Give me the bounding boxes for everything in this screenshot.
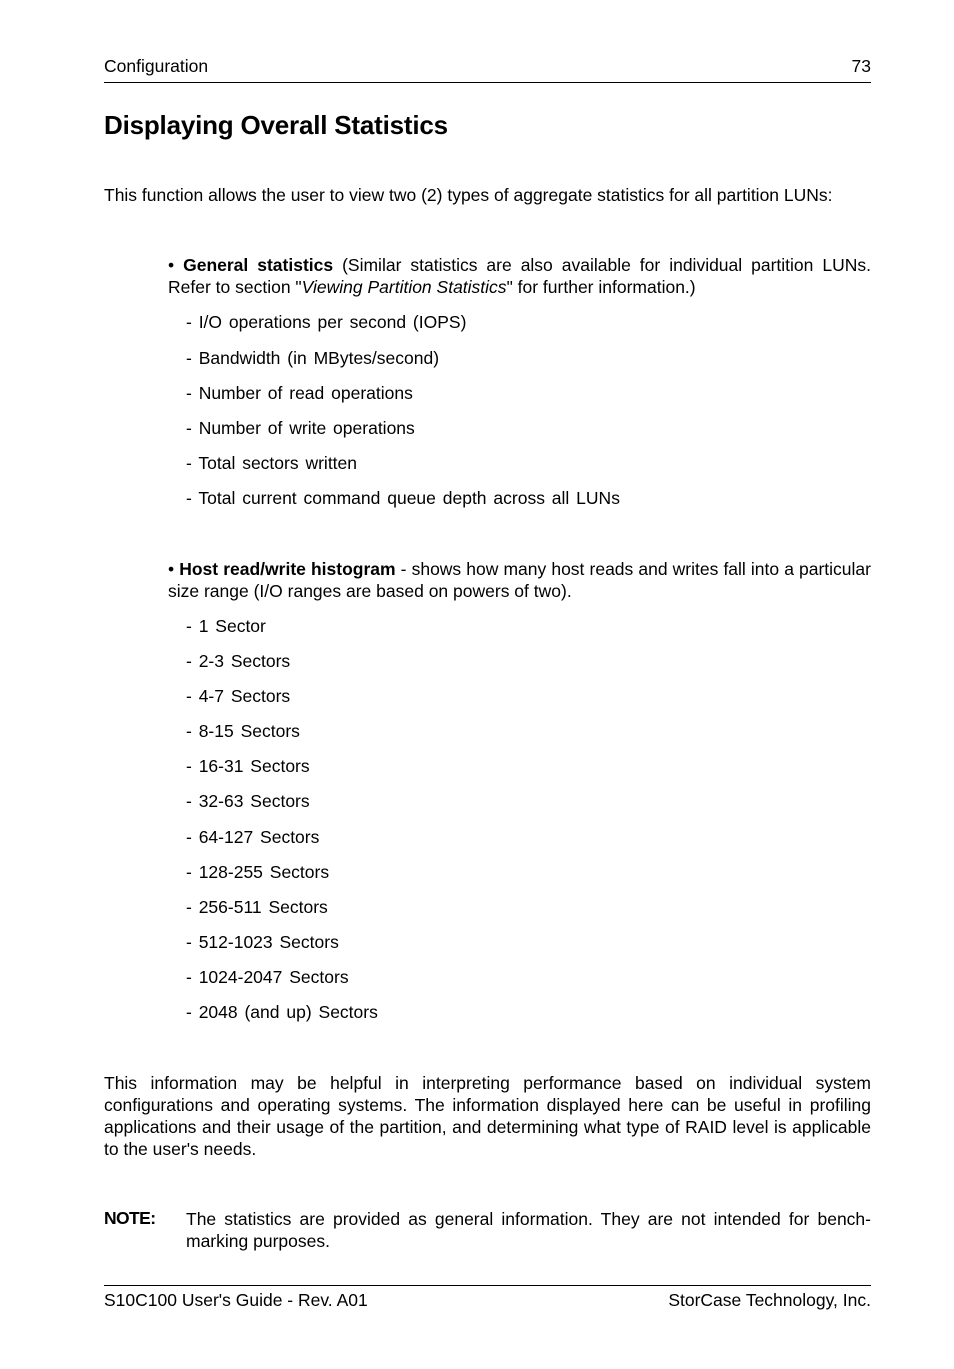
- list-item: - 64-127 Sectors: [186, 827, 320, 847]
- page-title: Displaying Overall Statistics: [104, 110, 448, 140]
- note-label: NOTE:: [104, 1208, 156, 1228]
- list-item: - 4-7 Sectors: [186, 686, 291, 706]
- list-item: - 128-255 Sectors: [186, 862, 330, 882]
- section-reference: Viewing Partition Statistics: [301, 277, 507, 297]
- info-paragraph: This information may be helpful in interpreting performance based on individual system configurations and operating systems. The information displayed here can be useful in profiling applications and their usage of the partition, and determining what type of RAID level is applicable to the user's needs.: [104, 1073, 871, 1159]
- histogram-bullet: [168, 558, 871, 602]
- list-item: - 2-3 Sectors: [186, 651, 291, 671]
- list-item: - Number of read operations: [186, 383, 413, 403]
- histogram-text: - shows how many host reads and writes fall into a particular size range (I/O ranges are based on powers of two).: [168, 559, 871, 601]
- list-item: - Number of write operations: [186, 418, 415, 438]
- bullet-glyph: •: [168, 559, 175, 579]
- footer-company: StorCase Technology, Inc.: [668, 1290, 871, 1310]
- general-statistics-heading: General statistics: [183, 255, 334, 275]
- list-item: - 512-1023 Sectors: [186, 932, 339, 952]
- list-item: - 8-15 Sectors: [186, 721, 300, 741]
- footer-document-title: S10C100 User's Guide - Rev. A01: [104, 1290, 368, 1310]
- footer-divider: [104, 1285, 871, 1286]
- list-item: - Total sectors written: [186, 453, 358, 473]
- header-divider: [104, 82, 871, 83]
- list-item: - Total current command queue depth across all LUNs: [186, 488, 620, 508]
- list-item: - I/O operations per second (IOPS): [186, 312, 467, 332]
- list-item: - Bandwidth (in MBytes/second): [186, 348, 440, 368]
- list-item: - 16-31 Sectors: [186, 756, 310, 776]
- list-item: - 256-511 Sectors: [186, 897, 328, 917]
- histogram-heading: Host read/write histogram: [179, 559, 396, 579]
- general-statistics-text-b: " for further information.): [506, 277, 696, 297]
- list-item: - 32-63 Sectors: [186, 791, 310, 811]
- list-item: - 1 Sector: [186, 616, 266, 636]
- list-item: - 1024-2047 Sectors: [186, 967, 349, 987]
- intro-paragraph: This function allows the user to view two (2) types of aggregate statistics for all partition LUNs:: [104, 185, 833, 205]
- bullet-glyph: •: [168, 255, 175, 275]
- note-text: The statistics are provided as general information. They are not intended for bench-marking purposes.: [186, 1209, 871, 1251]
- general-statistics-bullet: [168, 254, 871, 298]
- header-section-title: Configuration: [104, 56, 209, 76]
- general-statistics-text-a: (Similar statistics are also available for individual partition LUNs. Refer to section ": [168, 255, 871, 297]
- list-item: - 2048 (and up) Sectors: [186, 1002, 378, 1022]
- header-page-number: 73: [851, 56, 871, 76]
